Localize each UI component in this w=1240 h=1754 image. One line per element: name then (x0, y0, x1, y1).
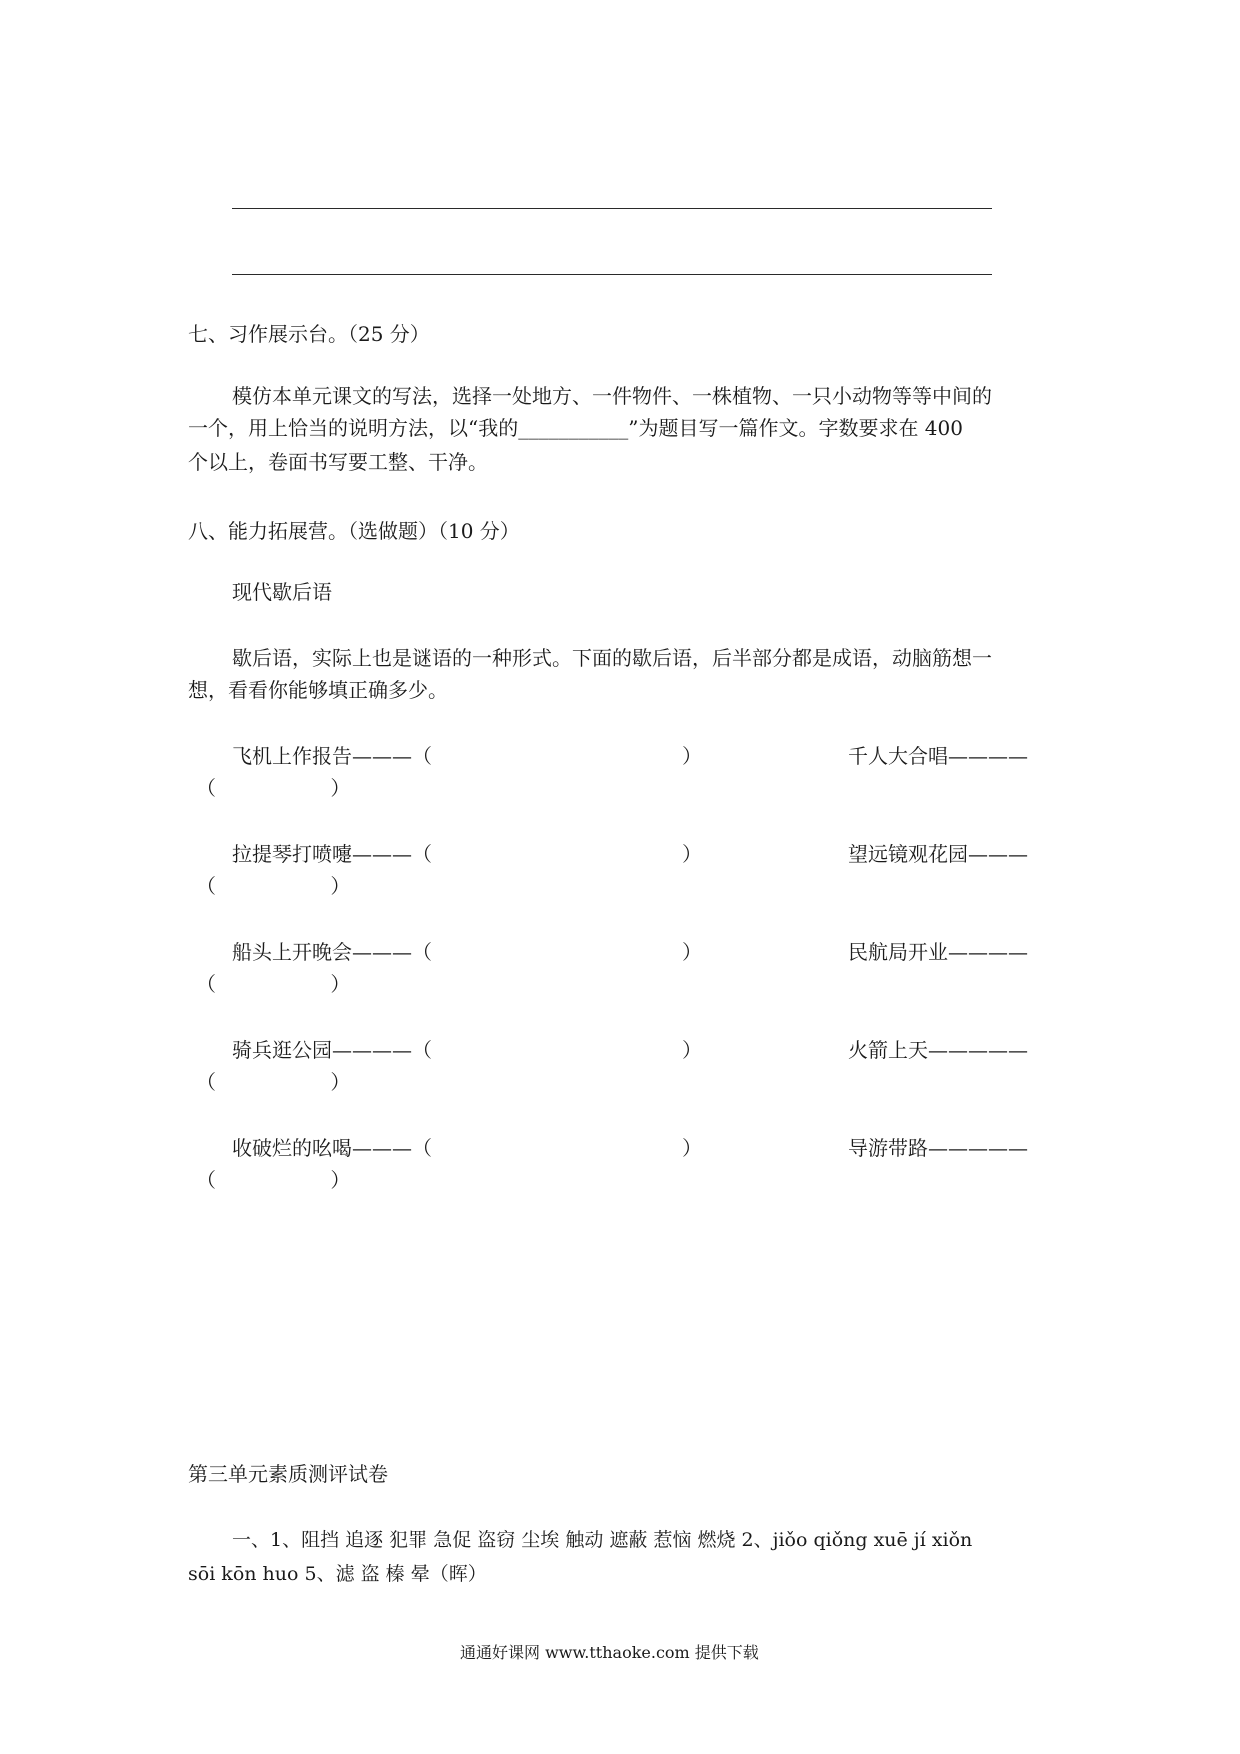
page-footer: 通通好课网 www.tthaoke.com 提供下载 (460, 1643, 759, 1662)
section-7-paragraph-line-1: 模仿本单元课文的写法，选择一处地方、一件物件、一株植物、一只小动物等等中间的 (232, 384, 992, 408)
answer-line-1 (232, 208, 992, 209)
riddle-left-close: ） (682, 744, 702, 768)
section-8-subtitle: 现代歇后语 (232, 580, 332, 604)
riddle-right: 千人大合唱———— (848, 744, 1028, 768)
riddle-left: 收破烂的吆喝———（ (232, 1136, 432, 1160)
answers-title: 第三单元素质测评试卷 (188, 1462, 388, 1486)
answers-line-2: sōi kōn huo 5、滤 盗 榛 晕（晖） (188, 1563, 487, 1585)
section-8-heading: 八、能力拓展营。（选做题）（10 分） (188, 519, 520, 543)
riddle-left-close: ） (682, 1038, 702, 1062)
riddle-answer-blank: （ ） (196, 972, 351, 996)
riddle-answer-blank: （ ） (196, 776, 351, 800)
section-8-intro-line-2: 想，看看你能够填正确多少。 (188, 678, 448, 702)
riddle-left: 飞机上作报告———（ (232, 744, 432, 768)
answer-line-2 (232, 274, 992, 275)
riddle-left-close: ） (682, 1136, 702, 1160)
riddle-left: 船头上开晚会———（ (232, 940, 432, 964)
riddle-left: 骑兵逛公园————（ (232, 1038, 432, 1062)
riddle-right: 导游带路————— (848, 1136, 1028, 1160)
riddle-left-close: ） (682, 940, 702, 964)
riddle-right: 望远镜观花园——— (848, 842, 1028, 866)
riddle-right: 火箭上天————— (848, 1038, 1028, 1062)
section-7-heading: 七、习作展示台。（25 分） (188, 322, 430, 346)
riddle-answer-blank: （ ） (196, 874, 351, 898)
section-7-paragraph-line-3: 个以上，卷面书写要工整、干净。 (188, 450, 488, 474)
riddle-right: 民航局开业———— (848, 940, 1028, 964)
riddle-left-close: ） (682, 842, 702, 866)
section-8-intro-line-1: 歇后语，实际上也是谜语的一种形式。下面的歇后语，后半部分都是成语，动脑筋想一 (232, 646, 992, 670)
section-7-paragraph-line-2: 一个，用上恰当的说明方法，以“我的___________”为题目写一篇作文。字数要求在 400 (188, 416, 963, 440)
riddle-answer-blank: （ ） (196, 1168, 351, 1192)
riddle-left: 拉提琴打喷嚏———（ (232, 842, 432, 866)
answers-line-1: 一、1、阻挡 追逐 犯罪 急促 盗窃 尘埃 触动 遮蔽 惹恼 燃烧 2、jiǒo qiǒng xuē jí xiǒn (232, 1529, 973, 1551)
riddle-answer-blank: （ ） (196, 1070, 351, 1094)
